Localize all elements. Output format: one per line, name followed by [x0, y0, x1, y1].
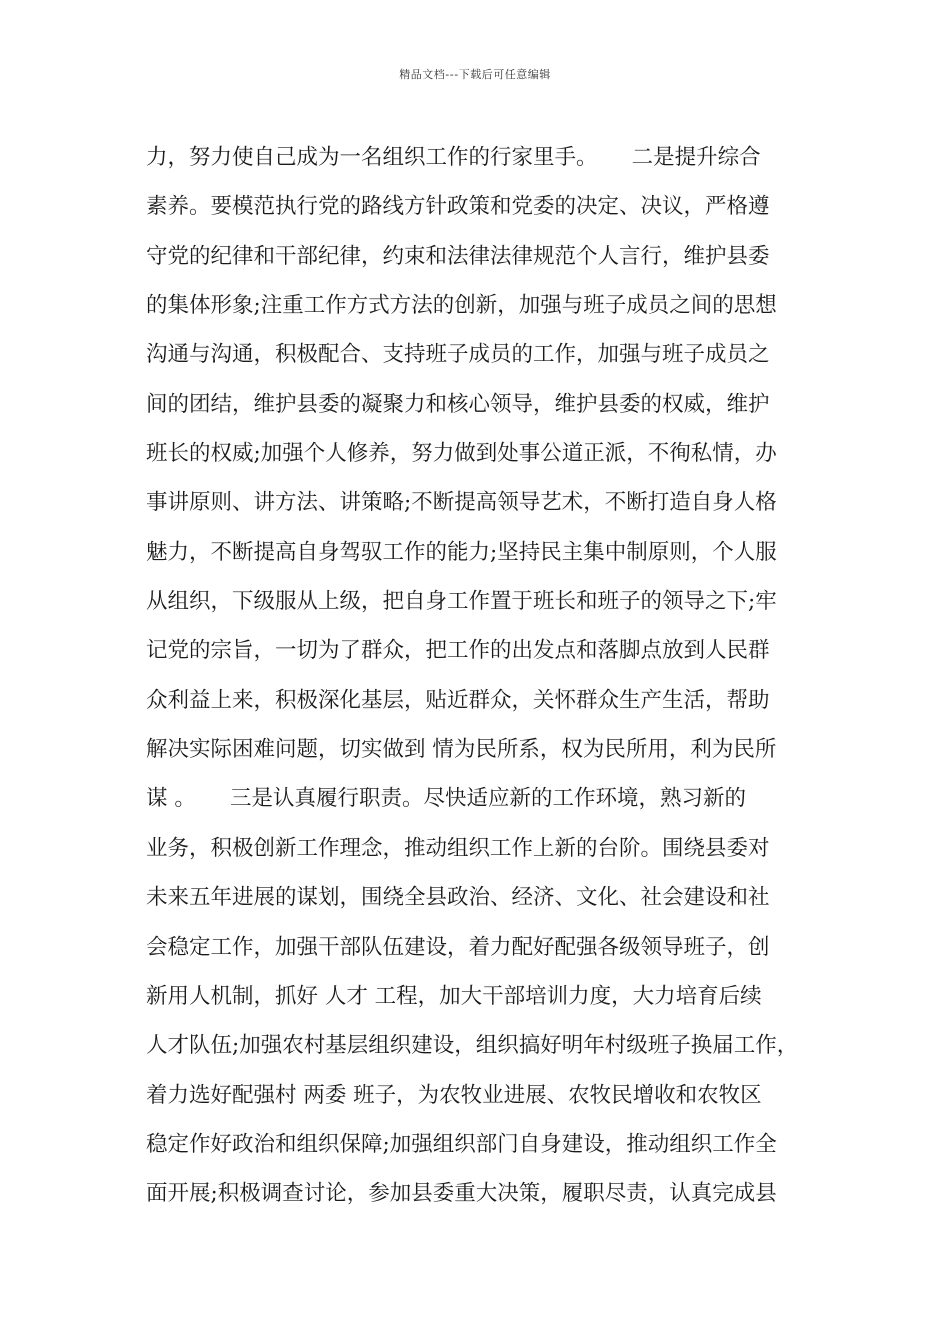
- text-line: 业务，积极创新工作理念，推动组织工作上新的台阶。围绕县委对: [146, 835, 770, 861]
- text-line: 稳定作好政治和组织保障;加强组织部门自身建设，推动组织工作全: [146, 1131, 777, 1157]
- text-line: 沟通与沟通，积极配合、支持班子成员的工作，加强与班子成员之: [146, 342, 770, 368]
- text-line: 着力选好配强村 两委 班子，为农牧业进展、农牧民增收和农牧区: [146, 1082, 762, 1108]
- text-line: 守党的纪律和干部纪律，约束和法律法律规范个人言行，维护县委: [146, 243, 770, 269]
- text-line: 力，努力使自己成为一名组织工作的行家里手。 二是提升综合: [146, 145, 761, 170]
- text-line: 面开展;积极调查讨论，参加县委重大决策，履职尽责，认真完成县: [146, 1181, 777, 1207]
- text-line: 解决实际困难问题，切实做到 情为民所系，权为民所用，利为民所: [146, 737, 777, 763]
- text-line: 会稳定工作，加强干部队伍建设，着力配好配强各级领导班子，创: [146, 934, 770, 960]
- text-line: 众利益上来，积极深化基层，贴近群众，关怀群众生产生活，帮助: [146, 687, 770, 713]
- document-body: [146, 133, 826, 1219]
- text-line: 班长的权威;加强个人修养，努力做到处事公道正派，不徇私情，办: [146, 441, 777, 467]
- text-line: 间的团结，维护县委的凝聚力和核心领导，维护县委的权威，维护: [146, 391, 770, 417]
- text-line: 谋 。 三是认真履行职责。尽快适应新的工作环境，熟习新的: [146, 786, 747, 812]
- text-line: 素养。要模范执行党的路线方针政策和党委的决定、决议，严格遵: [146, 194, 770, 220]
- page-header: 精品文档---下载后可任意编辑: [399, 68, 551, 81]
- text-line: 的集体形象;注重工作方式方法的创新，加强与班子成员之间的思想: [146, 293, 777, 319]
- text-line: 事讲原则、讲方法、讲策略;不断提高领导艺术，不断打造自身人格: [146, 490, 777, 516]
- text-line: 人才队伍;加强农村基层组织建设，组织搞好明年村级班子换届工作，: [146, 1033, 799, 1059]
- text-line: 记党的宗旨，一切为了群众，把工作的出发点和落脚点放到人民群: [146, 638, 770, 664]
- text-line: 魅力，不断提高自身驾驭工作的能力;坚持民主集中制原则，个人服: [146, 539, 777, 565]
- text-line: 新用人机制，抓好 人才 工程，加大干部培训力度，大力培育后续: [146, 983, 762, 1009]
- text-line: 从组织，下级服从上级，把自身工作置于班长和班子的领导之下;牢: [146, 589, 777, 615]
- text-line: 未来五年进展的谋划，围绕全县政治、经济、文化、社会建设和社: [146, 885, 770, 911]
